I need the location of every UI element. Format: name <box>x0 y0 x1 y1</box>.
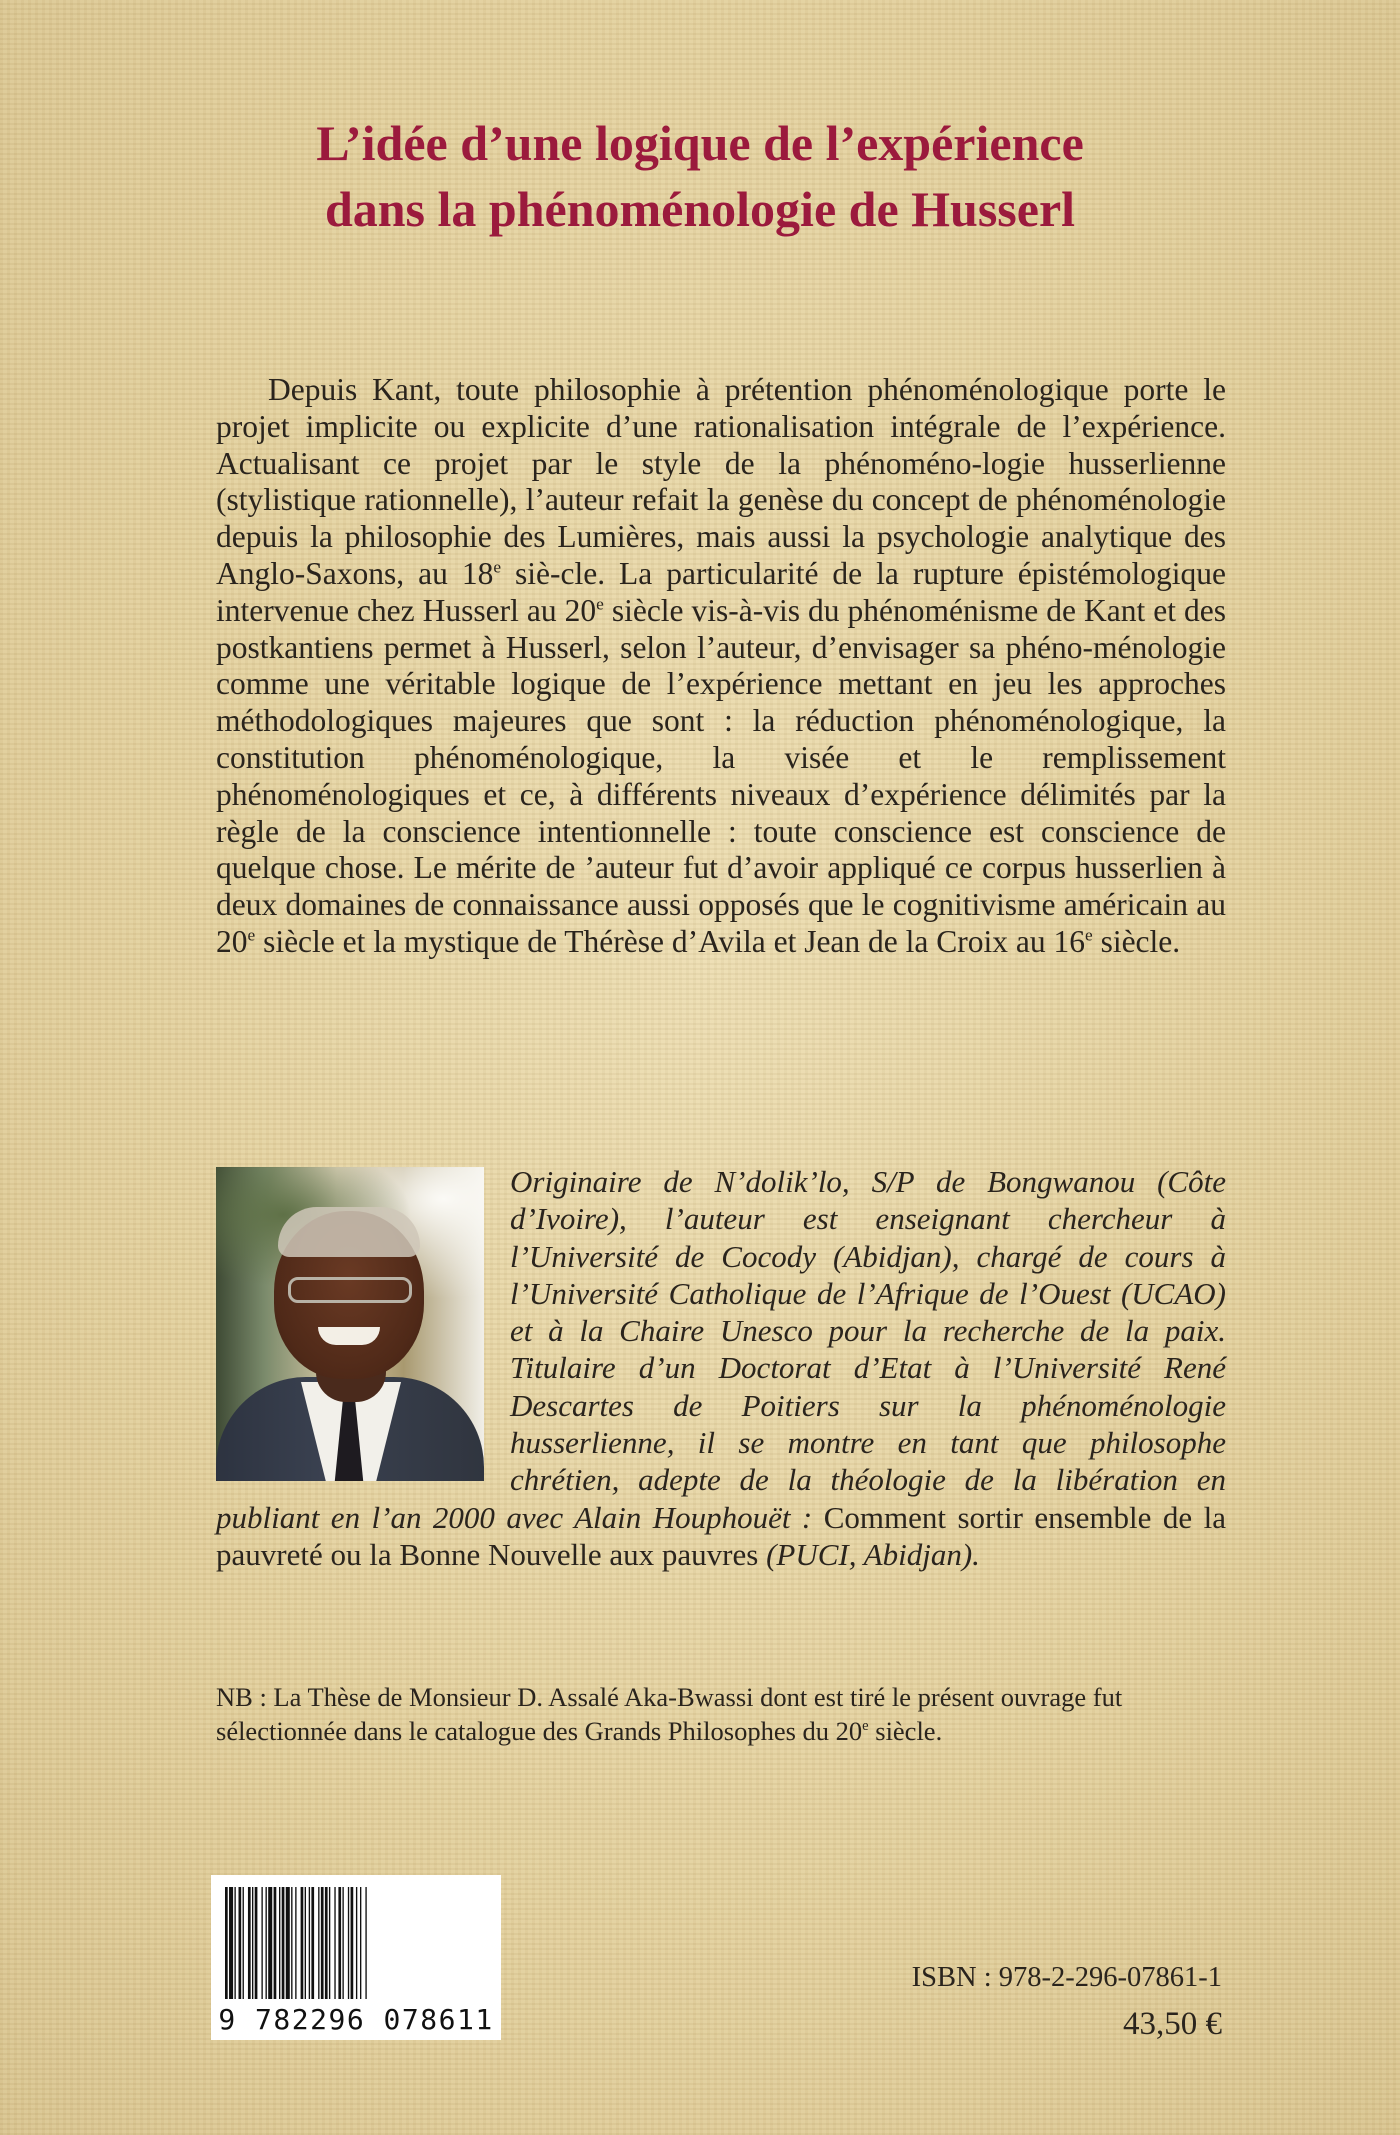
summary-superscript-4: e <box>1085 925 1093 945</box>
summary-superscript-1: e <box>493 557 502 577</box>
barcode-bars <box>223 1887 489 1999</box>
summary-text-4: siècle et la mystique de Thérèse d’Avila et Jean de la Croix au 16 <box>255 923 1085 959</box>
book-summary <box>216 372 1226 961</box>
isbn-barcode <box>211 1875 501 2040</box>
summary-text-3: siècle vis-à-vis du phénoménisme de Kant et des postkantiens permet à Husserl, selon l’auteur, d’envisager sa phéno-ménologie comme une véritable logique de l’expérience mettant en jeu les approches méthodologiques majeures que sont : la réduction phénoménologique, la constitution phénoménologique, la visée et le remplissement phénoménologiques et ce, à différents niveaux d’expérience délimités par la règle de la conscience intentionnelle : toute conscience est conscience de quelque chose. Le mérite de ’auteur fut d’avoir appliqué ce corpus husserlien à deux domaines de connaissance aussi opposés que le cognitivisme américain au 20 <box>216 592 1226 959</box>
summary-text-1: Depuis Kant, toute philosophie à prétention phénoménologique porte le projet implicite ou explicite d’une rationalisation intégrale de l’expérience. Actualisant ce projet par le style de la phénoméno-logie husserlienne (stylistique rationnelle), l’auteur refait la genèse du concept de phénoménologie depuis la philosophie des Lumières, mais aussi la psychologie analytique des Anglo-Saxons, au 18 <box>216 372 1226 591</box>
author-section <box>216 1163 1226 1573</box>
note-text-2: siècle. <box>868 1716 943 1746</box>
summary-text-5: siècle. <box>1092 923 1181 959</box>
summary-text-2: siè-cle. La particularité de la rupture épistémologique intervenue chez Husserl au 20 <box>216 555 1226 628</box>
note-text-1: NB : La Thèse de Monsieur D. Assalé Aka-Bwassi dont est tiré le présent ouvrage fut sélectionnée dans le catalogue des Grands Philosophes du 20 <box>216 1682 1123 1746</box>
isbn-number: ISBN : 978-2-296-07861-1 <box>911 1962 1222 1993</box>
author-bio-text: Originaire de N’dolik’lo, S/P de Bongwanou (Côte d’Ivoire), l’auteur est enseignant chercheur à l’Université de Cocody (Abidjan), chargé de cours à l’Université Catholique de l’Afrique de l’Ouest (UCAO) et à la Chaire Unesco pour la recherche de la paix. Titulaire d’un Doctorat d’Etat à l’Université René Descartes de Poitiers sur la phénoménologie husserlienne, il se montre en tant que philosophe chrétien, adepte de la théologie de la libération en publiant en l’an 2000 avec Alain Houphouët : <box>216 1164 1226 1535</box>
thesis-note <box>216 1680 1226 1748</box>
summary-superscript-2: e <box>596 594 604 614</box>
related-book-title: Comment sortir ensemble de la pauvreté ou la Bonne Nouvelle aux pauvres <box>216 1499 1226 1572</box>
title-line-2: dans la phénoménologie de Husserl <box>324 181 1076 237</box>
author-photo <box>216 1167 484 1481</box>
summary-superscript-3: e <box>247 925 256 945</box>
note-superscript: e <box>862 1718 869 1735</box>
book-title <box>140 110 1260 242</box>
price: 43,50 € <box>1123 2006 1222 2042</box>
barcode-digits: 9 782296 078611 <box>218 2003 494 2036</box>
related-book-publisher: (PUCI, Abidjan). <box>758 1536 980 1572</box>
title-line-1: L’idée d’une logique de l’expérience <box>316 115 1084 171</box>
